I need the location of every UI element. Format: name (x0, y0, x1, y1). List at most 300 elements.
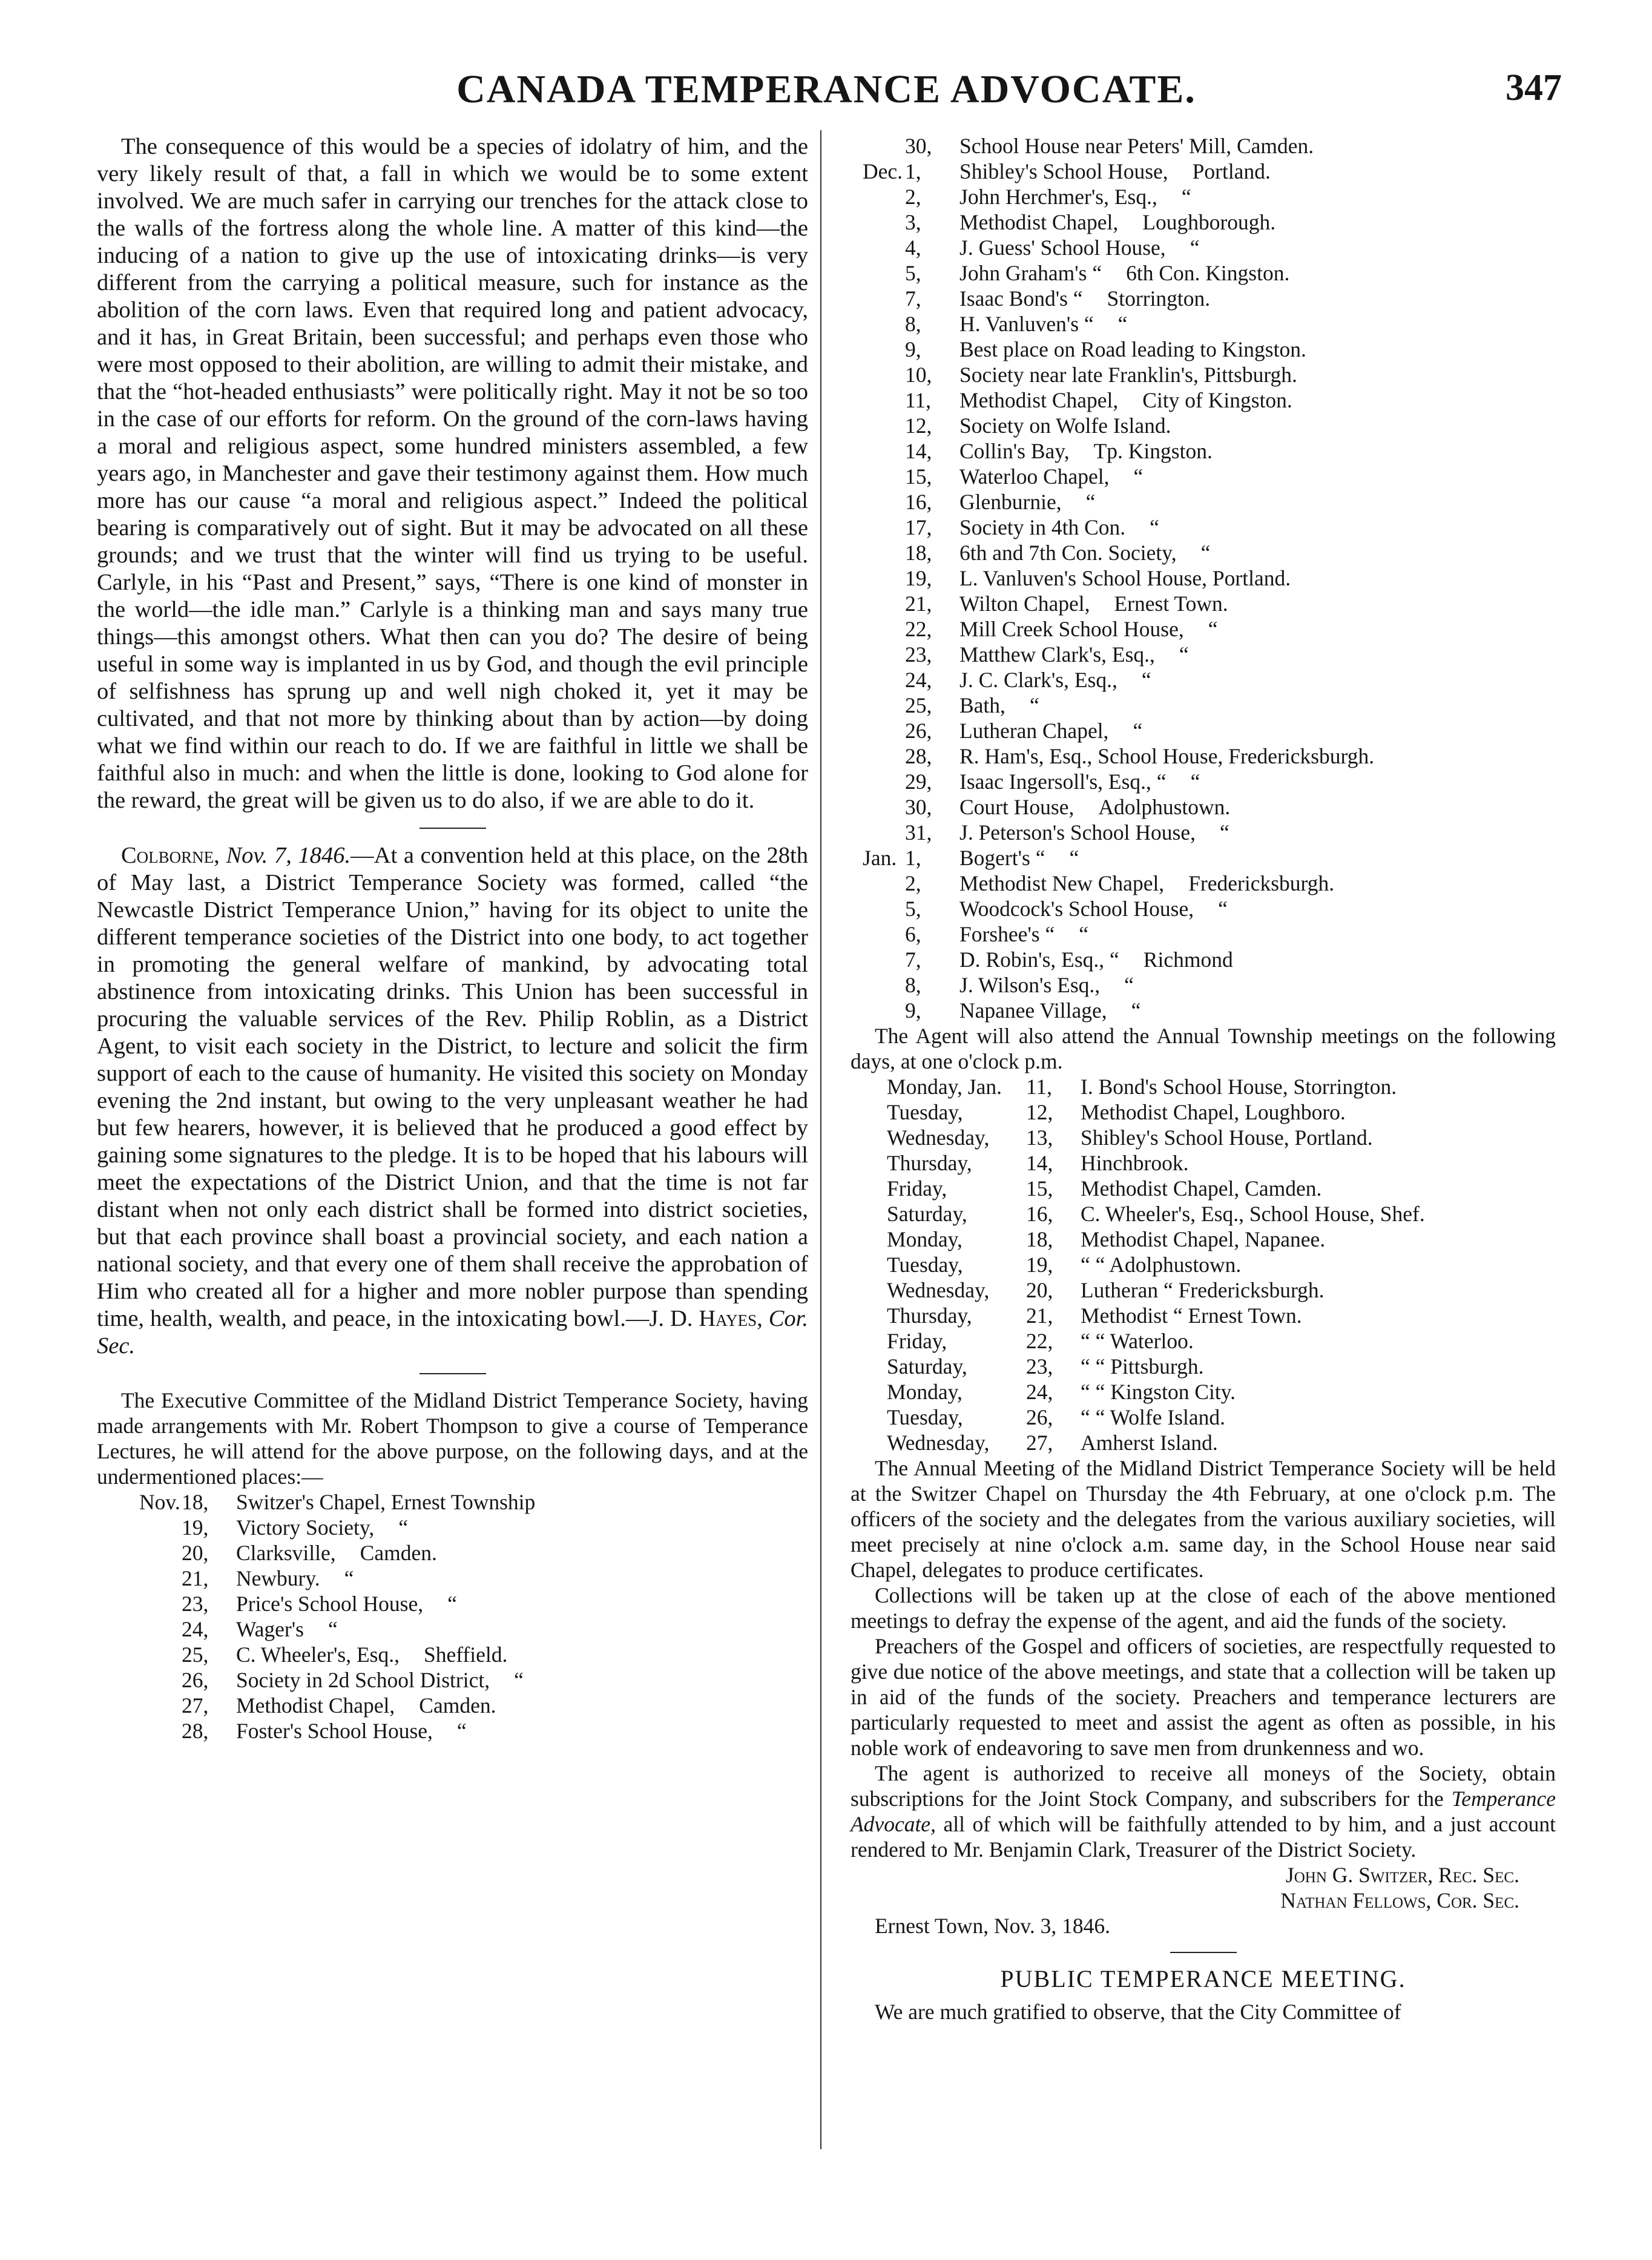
meeting-place: Napanee Village, (959, 998, 1107, 1023)
lecture-schedule-left (139, 1489, 808, 1744)
month (863, 235, 905, 260)
section-separator (420, 828, 486, 829)
township-meeting-row (887, 1227, 1556, 1252)
preachers-notice: Preachers of the Gospel and officers of societies, are respectfully requested to give due notice of the above meetings, and state that a collection will be taken up in aid of the funds of the society. Preachers and temperance lecturers are particularly requested to meet and assist the agent as often as possible, in his noble work of endeavoring to save men from drunkenness and wo. (851, 1634, 1556, 1760)
meeting-place: “ “ Pittsburgh. (1081, 1354, 1204, 1379)
meeting-place: J. Wilson's Esq., (959, 973, 1101, 997)
schedule-row (139, 1667, 808, 1693)
day-number: 2, (905, 871, 921, 895)
schedule-row (139, 1616, 808, 1642)
township-meeting-schedule (887, 1074, 1556, 1455)
schedule-row (863, 896, 1556, 921)
month (139, 1693, 182, 1718)
meeting-place: John Herchmer's, Esq., (959, 185, 1157, 209)
schedule-row (863, 438, 1556, 464)
weekday: Tuesday, (887, 1405, 963, 1429)
township: “ (344, 1566, 354, 1590)
meeting-place: Foster's School House, (236, 1719, 433, 1743)
schedule-row (863, 133, 1556, 159)
day-number: 23, (182, 1592, 209, 1616)
schedule-row (863, 362, 1556, 387)
weekday: Friday, (887, 1329, 947, 1353)
day-number: 14, (905, 439, 932, 463)
weekday: Tuesday, (887, 1100, 963, 1124)
colborne-report (97, 842, 808, 1360)
month (863, 972, 905, 998)
day-number: 31, (905, 820, 932, 845)
schedule-row (863, 540, 1556, 565)
meeting-place: “ “ Kingston City. (1081, 1380, 1236, 1404)
township-meeting-row (887, 1354, 1556, 1379)
month (863, 667, 905, 693)
township-meeting-row (887, 1303, 1556, 1328)
township: Sheffield. (423, 1642, 508, 1667)
township: “ (1200, 541, 1211, 565)
meeting-place: Society in 2d School District, (236, 1668, 490, 1692)
township: “ (447, 1592, 457, 1616)
schedule-row (139, 1540, 808, 1566)
day-number: 14, (1026, 1151, 1053, 1175)
township: “ (1029, 693, 1039, 717)
day-number: 25, (182, 1642, 209, 1667)
schedule-row (139, 1591, 808, 1616)
month (863, 362, 905, 387)
day-number: 23, (1026, 1354, 1053, 1379)
schedule-row (863, 464, 1556, 489)
township: Storrington. (1107, 286, 1211, 311)
agent-notice (851, 1761, 1556, 1862)
day-number: 24, (905, 668, 932, 692)
day-number: 30, (905, 134, 932, 158)
meeting-place: Bath, (959, 693, 1005, 717)
day-number: 6, (905, 922, 921, 946)
month (863, 489, 905, 515)
day-number: 16, (1026, 1202, 1053, 1226)
meeting-place: Switzer's Chapel, Ernest Township (236, 1490, 536, 1514)
month (863, 133, 905, 159)
township: “ (1117, 312, 1128, 336)
month (863, 438, 905, 464)
weekday: Monday, (887, 1380, 963, 1404)
article-paragraph: The consequence of this would be a species of idolatry of him, and the very likely result of that, a fall in which we would be to some extent involved. We are much safer in carrying our trenches for the attack close to the walls of the fortress along the whole line. A matter of this kind—the inducing of a nation to give up the use of intoxicating drinks—is very different from the carrying a political measure, such for instance as the abolition of the corn laws. Even that required long and patient advocacy, and it has, in Great Britain, been successful; and perhaps even those who were most opposed to their abolition, are willing to admit their mistake, and that the “hot-headed enthusiasts” were politically right. May it not be so too in the case of our efforts for reform. On the ground of the corn-laws having a moral and religious aspect, some hundred ministers assembled, a few years ago, in Manchester and gave their testimony against them. How much more has our cause “a moral and religious aspect.” Indeed the political bearing is comparatively out of sight. But it may be advocated on all these grounds; and we trust that the winter will find us trying to be useful. Carlyle, in his “Past and Present,” says, “There is one kind of monster in the world—the idle man.” Carlyle is a thinking man and says many true things—this amongst others. What then can you do? The desire of being useful in some way is implanted in us by God, and though the evil principle of selfishness has sprung up and well nigh choked it, yet it may be cultivated, and that not more by thinking about than by action—by doing what we find within our reach to do. If we are faithful in little we shall be faithful also in much: and when the little is done, looking to God alone for the reward, the great will be given us to do also, if we are able to do it. (97, 134, 808, 813)
month (863, 209, 905, 235)
township: “ (1133, 464, 1144, 489)
day-number: 5, (905, 897, 921, 921)
dateline: Ernest Town, Nov. 3, 1846. (875, 1914, 1110, 1938)
day-number: 3, (905, 210, 921, 234)
day-number: 21, (1026, 1303, 1053, 1328)
month (863, 184, 905, 209)
schedule-row (863, 693, 1556, 718)
meeting-place: J. Guess' School House, (959, 236, 1166, 260)
township: “ (1218, 897, 1228, 921)
meeting-place: I. Bond's School House, Storrington. (1081, 1075, 1397, 1099)
schedule-row (863, 743, 1556, 769)
dateline-place: Colborne, (121, 843, 220, 868)
month: Jan. (863, 846, 897, 870)
lecture-schedule-right (863, 133, 1556, 1023)
schedule-row (863, 235, 1556, 260)
day-number: 18, (905, 541, 932, 565)
day-number: 8, (905, 312, 921, 336)
day-number: 1, (905, 159, 921, 183)
schedule-row (863, 515, 1556, 540)
township: “ (327, 1617, 338, 1641)
meeting-place: Methodist Chapel, (236, 1693, 395, 1718)
weekday: Thursday, (887, 1151, 972, 1175)
schedule-row (863, 489, 1556, 515)
day-number: 7, (905, 947, 921, 972)
meeting-place: 6th and 7th Con. Society, (959, 541, 1177, 565)
schedule-row (863, 845, 1556, 871)
meeting-place: Bogert's “ (959, 846, 1045, 870)
meeting-place: Victory Society, (236, 1515, 375, 1540)
schedule-row (863, 311, 1556, 337)
schedule-row (863, 921, 1556, 947)
meeting-place: L. Vanluven's School House, Portland. (959, 566, 1291, 590)
township: “ (1131, 998, 1141, 1023)
weekday: Wednesday, (887, 1431, 990, 1455)
township-meeting-row (887, 1074, 1556, 1099)
meeting-place: Methodist Chapel, Camden. (1081, 1176, 1322, 1201)
township: Adolphustown. (1098, 795, 1231, 819)
meeting-place: Methodist New Chapel, (959, 871, 1165, 895)
township: “ (1069, 846, 1079, 870)
township: “ (398, 1515, 409, 1540)
township-meeting-row (887, 1099, 1556, 1125)
township: Camden. (360, 1541, 437, 1565)
township-meeting-row (887, 1150, 1556, 1176)
meeting-place: School House near Peters' Mill, Camden. (959, 134, 1314, 158)
month (863, 540, 905, 565)
meeting-place: Amherst Island. (1081, 1431, 1218, 1455)
month (863, 565, 905, 591)
day-number: 5, (905, 261, 921, 285)
month (139, 1616, 182, 1642)
day-number: 26, (182, 1668, 209, 1692)
day-number: 17, (905, 515, 932, 539)
annual-meeting-notice: The Annual Meeting of the Midland District Temperance Society will be held at the Switzer Chapel on Thursday the 4th February, at one o'clock p.m. The officers of the society and the delegates from the various auxiliary societies, will meet precisely at nine o'clock a.m. same day, in the School House near said Chapel, delegates to produce certificates. (851, 1456, 1556, 1582)
township-intro: The Agent will also attend the Annual Township meetings on the following days, at one o'clock p.m. (851, 1024, 1556, 1073)
township-meeting-row (887, 1252, 1556, 1277)
township-meeting-row (887, 1379, 1556, 1405)
meeting-place: Collin's Bay, (959, 439, 1070, 463)
page-header (91, 67, 1562, 115)
day-number: 10, (905, 363, 932, 387)
day-number: 16, (905, 490, 932, 514)
day-number: 15, (1026, 1176, 1053, 1201)
month (863, 642, 905, 667)
section-heading: PUBLIC TEMPERANCE MEETING. (1000, 1965, 1406, 1992)
section-separator (420, 1373, 486, 1374)
day-number: 12, (905, 413, 932, 438)
schedule-row (139, 1515, 808, 1540)
schedule-row (139, 1718, 808, 1744)
township: Fredericksburgh. (1188, 871, 1335, 895)
month (863, 998, 905, 1023)
dateline-date: Nov. 7, 1846. (226, 843, 351, 868)
schedule-row (139, 1489, 808, 1515)
meeting-place: Matthew Clark's, Esq., (959, 642, 1155, 667)
agent-notice-text: The agent is authorized to receive all moneys of the Society, obtain subscriptions for the Joint Stock Company, and subscribers for the (851, 1761, 1556, 1811)
township: “ (1219, 820, 1229, 845)
month (863, 337, 905, 362)
township-meeting-row (887, 1176, 1556, 1201)
day-number: 1, (905, 846, 921, 870)
township: “ (1208, 617, 1218, 641)
township: Tp. Kingston. (1093, 439, 1213, 463)
meeting-place: Mill Creek School House, (959, 617, 1184, 641)
schedule-row (863, 998, 1556, 1023)
township: “ (514, 1668, 524, 1692)
month (863, 820, 905, 845)
day-number: 20, (1026, 1278, 1053, 1302)
weekday: Saturday, (887, 1354, 967, 1379)
meeting-place: R. Ham's, Esq., School House, Fredericksburgh. (959, 744, 1375, 768)
weekday: Monday, (887, 1227, 963, 1251)
township: Richmond (1143, 947, 1233, 972)
weekday: Monday, Jan. (887, 1075, 1002, 1099)
collections-notice: Collections will be taken up at the close of each of the above mentioned meetings to defray the expense of the agent, and aid the funds of the society. (851, 1583, 1556, 1633)
day-number: 11, (1026, 1075, 1053, 1099)
meeting-place: Society near late Franklin's, Pittsburgh. (959, 363, 1297, 387)
midland-notice: The Executive Committee of the Midland District Temperance Society, having made arrangements with Mr. Robert Thompson to give a course of Temperance Lectures, he will attend for the above purpose, on the following days, and at the undermentioned places:— (97, 1388, 808, 1489)
meeting-place: Methodist Chapel, (959, 388, 1119, 412)
schedule-row (863, 159, 1556, 184)
day-number: 12, (1026, 1100, 1053, 1124)
day-number: 13, (1026, 1125, 1053, 1150)
meeting-place: “ “ Waterloo. (1081, 1329, 1194, 1353)
day-number: 27, (1026, 1431, 1053, 1455)
meeting-place: Wager's (236, 1617, 304, 1641)
day-number: 23, (905, 642, 932, 667)
day-number: 22, (905, 617, 932, 641)
meeting-place: “ “ Wolfe Island. (1081, 1405, 1225, 1429)
schedule-row (863, 642, 1556, 667)
meeting-place: Society in 4th Con. (959, 515, 1126, 539)
month (863, 591, 905, 616)
report-signature: J. D. Hayes, (649, 1306, 763, 1331)
closing-paragraph: We are much gratified to observe, that the City Committee of (875, 2000, 1401, 2024)
schedule-row (863, 387, 1556, 413)
day-number: 19, (182, 1515, 209, 1540)
day-number: 18, (182, 1490, 209, 1514)
month (863, 896, 905, 921)
weekday: Saturday, (887, 1202, 967, 1226)
meeting-place: D. Robin's, Esq., “ (959, 947, 1119, 972)
day-number: 29, (905, 769, 932, 794)
month (863, 693, 905, 718)
page-number: 347 (1506, 67, 1562, 108)
meeting-place: Waterloo Chapel, (959, 464, 1110, 489)
day-number: 19, (1026, 1253, 1053, 1277)
meeting-place: Methodist Chapel, Napanee. (1081, 1227, 1326, 1251)
month (863, 947, 905, 972)
weekday: Wednesday, (887, 1278, 990, 1302)
schedule-row (863, 337, 1556, 362)
agent-notice-text: all of which will be faithfully attended to by him, and a just account rendered to Mr. Benjamin Clark, Treasurer of the District Society. (851, 1812, 1556, 1862)
meeting-place: Woodcock's School House, (959, 897, 1194, 921)
month (139, 1566, 182, 1591)
meeting-place: Methodist Chapel, (959, 210, 1119, 234)
day-number: 18, (1026, 1227, 1053, 1251)
township: “ (456, 1719, 467, 1743)
meeting-place: Isaac Ingersoll's, Esq., “ (959, 769, 1167, 794)
township: “ (1150, 515, 1159, 539)
meeting-place: Hinchbrook. (1081, 1151, 1189, 1175)
month (863, 743, 905, 769)
meeting-place: Methodist “ Ernest Town. (1081, 1303, 1302, 1328)
meeting-place: Shibley's School House, Portland. (1081, 1125, 1373, 1150)
day-number: 11, (905, 388, 932, 412)
meeting-place: Lutheran “ Fredericksburgh. (1081, 1278, 1325, 1302)
township-meeting-row (887, 1125, 1556, 1150)
schedule-row (863, 591, 1556, 616)
month (139, 1718, 182, 1744)
day-number: 24, (1026, 1380, 1053, 1404)
schedule-row (863, 972, 1556, 998)
meeting-place: Forshee's “ (959, 922, 1055, 946)
month (139, 1667, 182, 1693)
month (863, 616, 905, 642)
publication-title: CANADA TEMPERANCE ADVOCATE. (456, 67, 1196, 111)
meeting-place: Methodist Chapel, Loughboro. (1081, 1100, 1346, 1124)
township: “ (1190, 236, 1200, 260)
month (139, 1642, 182, 1667)
day-number: 27, (182, 1693, 209, 1718)
day-number: 21, (905, 591, 932, 616)
day-number: 26, (1026, 1405, 1053, 1429)
township: “ (1085, 490, 1096, 514)
month (863, 286, 905, 311)
month (863, 260, 905, 286)
schedule-row (863, 794, 1556, 820)
township: Portland. (1192, 159, 1271, 183)
township: Loughborough. (1142, 210, 1276, 234)
schedule-row (863, 184, 1556, 209)
schedule-row (139, 1566, 808, 1591)
township: “ (1181, 185, 1191, 209)
schedule-row (863, 667, 1556, 693)
report-body: —At a convention held at this place, on the 28th of May last, a District Temperance Society was formed, called “the Newcastle District Temperance Union,” having for its object to unite the different temperance societies of the District into one body, to act together in promoting the general welfare of mankind, by advocating total abstinence from intoxicating drinks. This Union has been successful in procuring the valuable services of the Rev. Philip Roblin, as a District Agent, to visit each society in the District, to lecture and solicit the firm support of each to the cause of humanity. He visited this society on Monday evening the 2nd instant, but owing to the very unpleasant weather he had but few hearers, however, it is believed that he produced a good effect by gaining some signatures to the pledge. It is to be hoped that his labours will meet the expectations of the District Union, and that the time is not far distant when not only each district shall be formed into district societies, but that each province shall boast a provincial society, and each nation a national society, and that every one of them shall receive the approbation of Him who created all for a higher and more nobler purpose than spending time, health, wealth, and peace, in the intoxicating bowl.— (97, 843, 808, 1331)
day-number: 28, (182, 1719, 209, 1743)
meeting-place: C. Wheeler's, Esq., (236, 1642, 400, 1667)
meeting-place: H. Vanluven's “ (959, 312, 1094, 336)
day-number: 20, (182, 1541, 209, 1565)
schedule-row (863, 820, 1556, 845)
day-number: 30, (905, 795, 932, 819)
signature-corresponding-secretary: Nathan Fellows, Cor. Sec. (1280, 1888, 1519, 1912)
month (863, 794, 905, 820)
advocate-title: Temperance Advocate, (851, 1787, 1556, 1836)
day-number: 8, (905, 973, 921, 997)
meeting-place: Shibley's School House, (959, 159, 1168, 183)
township-meeting-row (887, 1405, 1556, 1430)
day-number: 24, (182, 1617, 209, 1641)
township-meeting-row (887, 1430, 1556, 1455)
schedule-row (863, 260, 1556, 286)
township: “ (1179, 642, 1189, 667)
township: Ernest Town. (1114, 591, 1228, 616)
schedule-row (863, 871, 1556, 896)
meeting-place: Glenburnie, (959, 490, 1062, 514)
day-number: 19, (905, 566, 932, 590)
left-column (97, 133, 808, 1744)
month (863, 515, 905, 540)
township: 6th Con. Kingston. (1126, 261, 1290, 285)
township: “ (1079, 922, 1089, 946)
township-meeting-row (887, 1277, 1556, 1303)
township: “ (1141, 668, 1151, 692)
township: “ (1133, 719, 1143, 743)
month (863, 871, 905, 896)
meeting-place: Society on Wolfe Island. (959, 413, 1171, 438)
day-number: 28, (905, 744, 932, 768)
month (863, 311, 905, 337)
meeting-place: Price's School House, (236, 1592, 424, 1616)
meeting-place: Wilton Chapel, (959, 591, 1090, 616)
meeting-place: Lutheran Chapel, (959, 719, 1109, 743)
column-divider (820, 130, 821, 2149)
schedule-row (863, 413, 1556, 438)
schedule-row (863, 947, 1556, 972)
month (863, 921, 905, 947)
township-meeting-row (887, 1328, 1556, 1354)
weekday: Friday, (887, 1176, 947, 1201)
schedule-row (863, 209, 1556, 235)
day-number: 21, (182, 1566, 209, 1590)
meeting-place: John Graham's “ (959, 261, 1102, 285)
weekday: Thursday, (887, 1303, 972, 1328)
month: Nov. (139, 1490, 180, 1514)
meeting-place: J. C. Clark's, Esq., (959, 668, 1117, 692)
township: Camden. (419, 1693, 496, 1718)
township-meeting-row (887, 1201, 1556, 1227)
meeting-place: Newbury. (236, 1566, 320, 1590)
day-number: 4, (905, 236, 921, 260)
weekday: Wednesday, (887, 1125, 990, 1150)
meeting-place: C. Wheeler's, Esq., School House, Shef. (1081, 1202, 1425, 1226)
schedule-row (863, 769, 1556, 794)
day-number: 15, (905, 464, 932, 489)
schedule-row (863, 616, 1556, 642)
township: “ (1190, 769, 1200, 794)
meeting-place: “ “ Adolphustown. (1081, 1253, 1242, 1277)
meeting-place: Clarksville, (236, 1541, 336, 1565)
weekday: Tuesday, (887, 1253, 963, 1277)
day-number: 22, (1026, 1329, 1053, 1353)
day-number: 25, (905, 693, 932, 717)
township: “ (1124, 973, 1134, 997)
month (863, 387, 905, 413)
right-column (851, 133, 1556, 2024)
day-number: 9, (905, 998, 921, 1023)
month (139, 1515, 182, 1540)
day-number: 9, (905, 337, 921, 361)
meeting-place: Isaac Bond's “ (959, 286, 1083, 311)
schedule-row (863, 286, 1556, 311)
schedule-row (863, 565, 1556, 591)
day-number: 26, (905, 719, 932, 743)
month (139, 1591, 182, 1616)
meeting-place: Court House, (959, 795, 1074, 819)
section-separator (1170, 1952, 1237, 1953)
schedule-row (863, 718, 1556, 743)
month (863, 718, 905, 743)
township: City of Kingston. (1142, 388, 1292, 412)
meeting-place: J. Peterson's School House, (959, 820, 1196, 845)
day-number: 7, (905, 286, 921, 311)
